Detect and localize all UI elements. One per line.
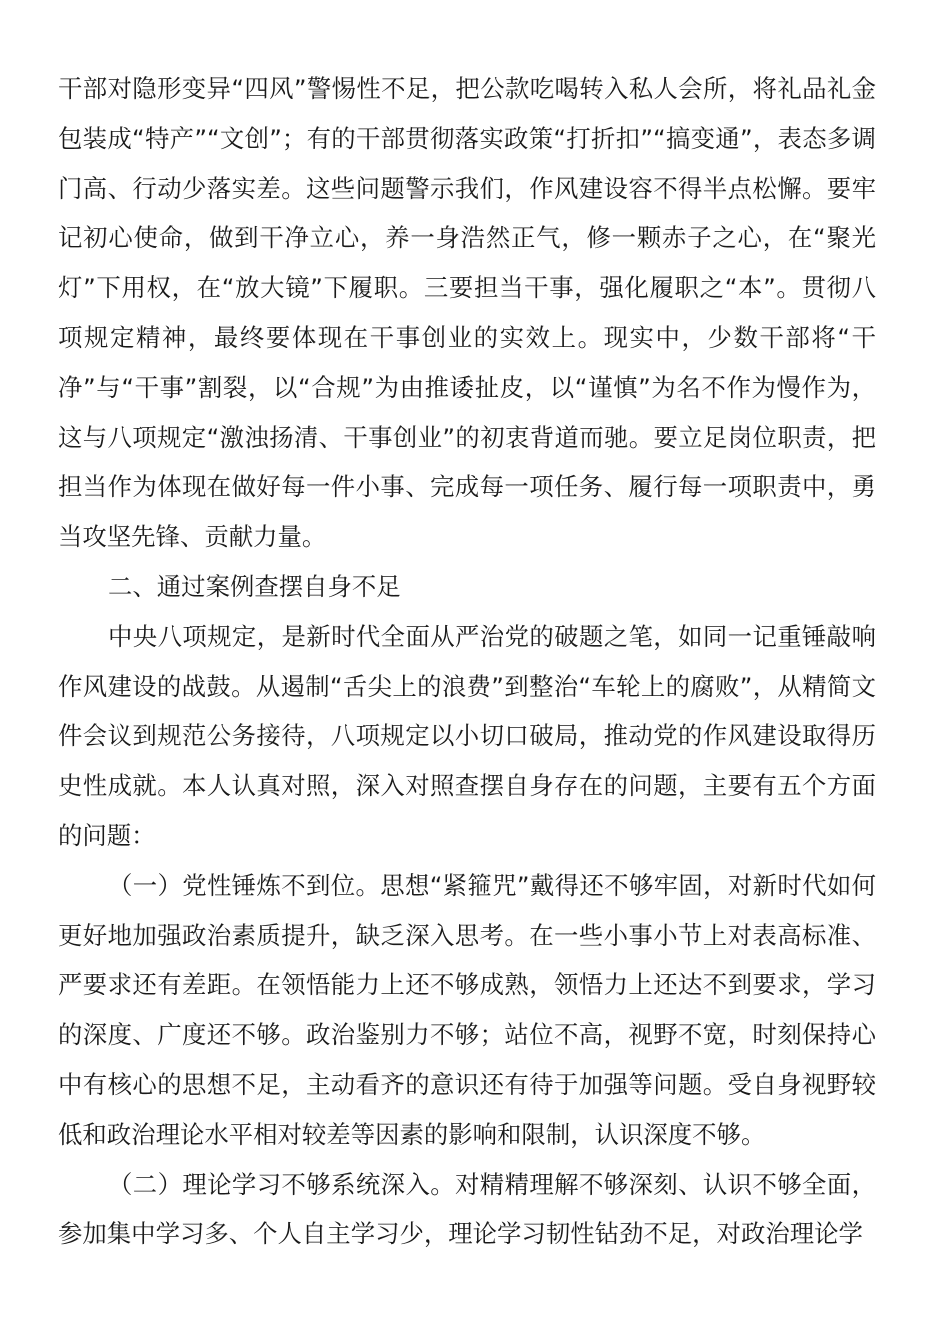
paragraph-issue-1: （一）党性锤炼不到位。思想“紧箍咒”戴得还不够牢固，对新时代如何更好地加强政治素质提升，缺乏深入思考。在一些小事小节上对表高标准、严要求还有差距。在领悟能力上还不够成熟，领悟力上还达不到要求，学习的深度、广度还不够。政治鉴别力不够；站位不高，视野不宽，时刻保持心中有核心的思想不足，主动看齐的意识还有待于加强等问题。受自身视野较低和政治理论水平相对较差等因素的影响和限制，认识深度不够。 [58, 870, 876, 1149]
paragraph-continuation: 干部对隐形变异“四风”警惕性不足，把公款吃喝转入私人会所，将礼品礼金包装成“特产”“文创”；有的干部贯彻落实政策“打折扣”“搞变通”，表态多调门高、行动少落实差。这些问题警示我们，作风建设容不得半点松懈。要牢记初心使命，做到干净立心，养一身浩然正气，修一颗赤子之心，在“聚光灯”下用权，在“放大镜”下履职。三要担当干事，强化履职之“本”。贯彻八项规定精神，最终要体现在干事创业的实效上。现实中，少数干部将“干净”与“干事”割裂，以“合规”为由推诿扯皮，以“谨慎”为名不作为慢作为，这与八项规定“激浊扬清、干事创业”的初衷背道而驰。要立足岗位职责，把担当作为体现在做好每一件小事、完成每一项任务、履行每一项职责中，勇当攻坚先锋、贡献力量。 [58, 74, 876, 552]
section-heading-2: 二、通过案例查摆自身不足 [108, 571, 401, 601]
document-page [58, 64, 876, 1259]
paragraph-intro: 中央八项规定，是新时代全面从严治党的破题之笔，如同一记重锤敲响作风建设的战鼓。从遏制“舌尖上的浪费”到整治“车轮上的腐败”，从精简文件会议到规范公务接待，八项规定以小切口破局，推动党的作风建设取得历史性成就。本人认真对照，深入对照查摆自身存在的问题，主要有五个方面的问题： [58, 621, 876, 850]
paragraph-issue-2: （二）理论学习不够系统深入。对精精理解不够深刻、认识不够全面，参加集中学习多、个人自主学习少，理论学习韧性钻劲不足，对政治理论学 [58, 1169, 876, 1249]
